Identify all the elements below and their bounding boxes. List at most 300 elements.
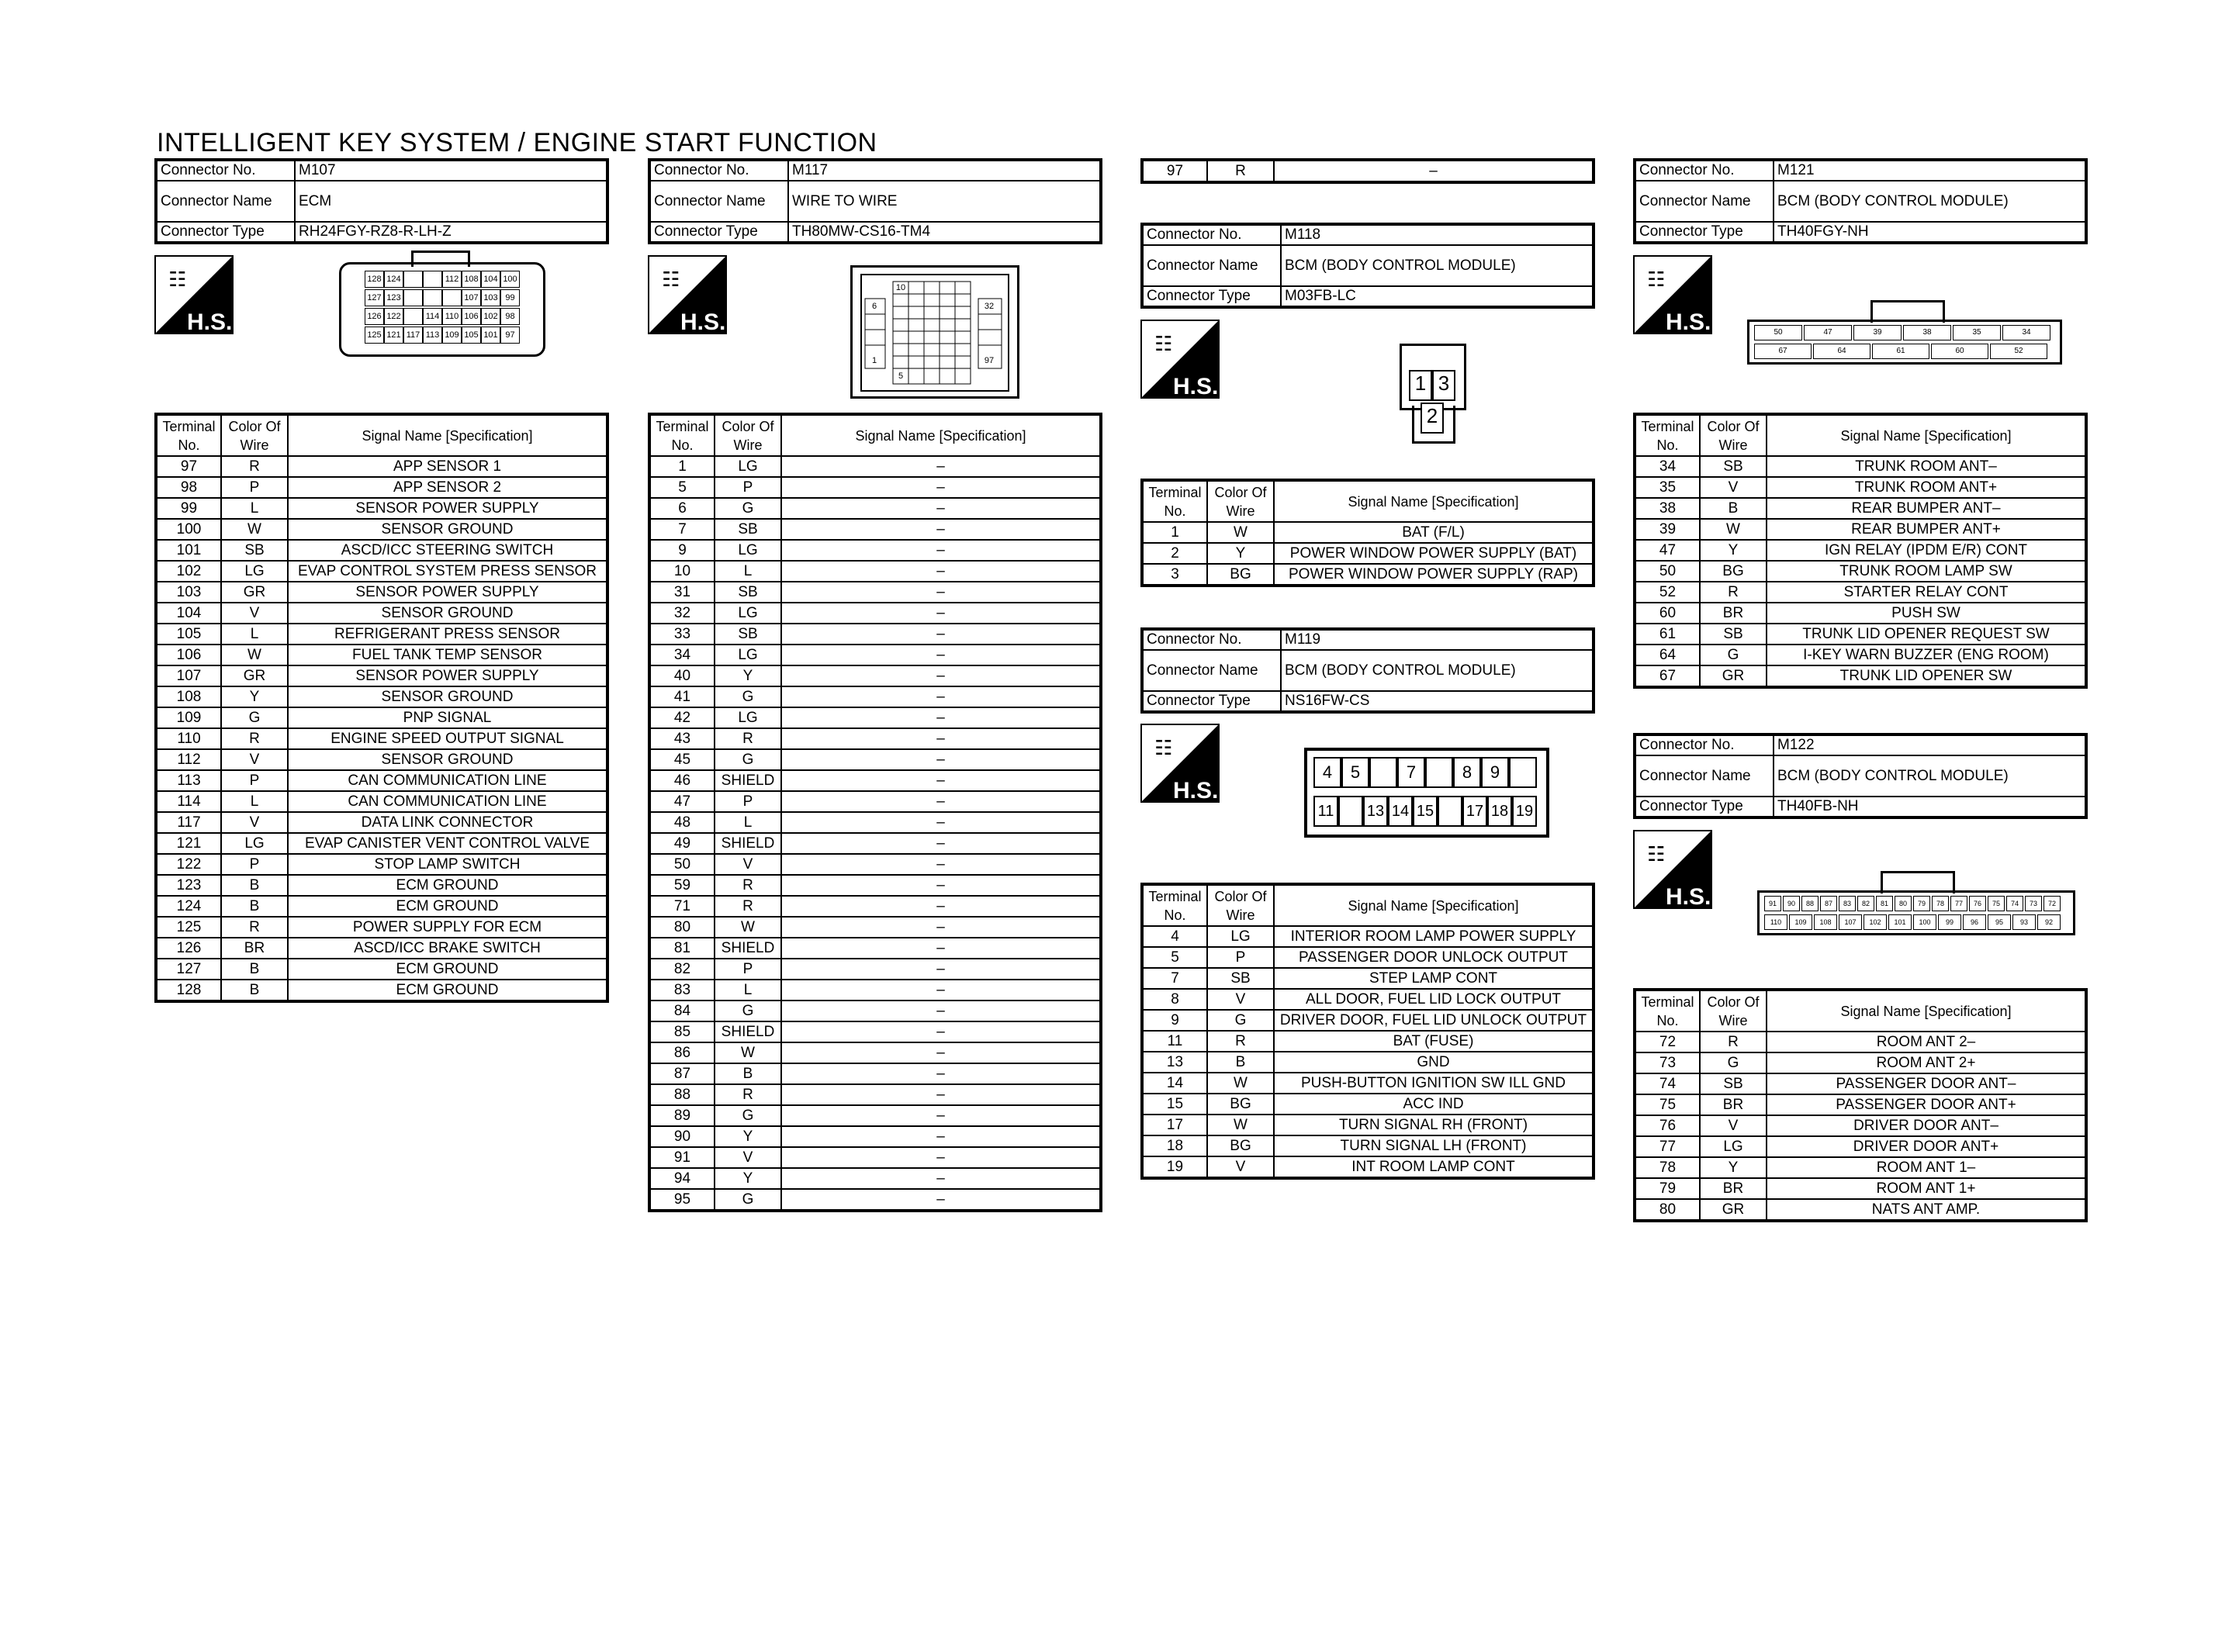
pin-cavity: 17 xyxy=(1462,796,1487,827)
signal-name-cell: – xyxy=(781,1126,1101,1147)
terminal-no-cell: 64 xyxy=(1635,645,1700,665)
signal-name-cell: – xyxy=(781,603,1101,624)
pin-label: 10 xyxy=(895,283,906,292)
pin-cavity xyxy=(1338,796,1363,827)
terminal-no-cell: 114 xyxy=(156,791,221,812)
signal-name-cell: – xyxy=(781,770,1101,791)
terminal-row xyxy=(1142,926,1594,947)
wire-color-cell: V xyxy=(1207,989,1274,1010)
terminal-no-cell: 106 xyxy=(156,645,221,665)
terminal-no-cell: 1 xyxy=(1142,522,1207,543)
wire-color-cell: B xyxy=(221,959,288,980)
wire-color-cell: B xyxy=(715,1063,781,1084)
connector-m122-header xyxy=(1633,733,2088,819)
wire-color-cell: Y xyxy=(1207,543,1274,564)
wire-color-cell: SHIELD xyxy=(715,938,781,959)
wire-color-cell: G xyxy=(715,498,781,519)
connector-type-value: NS16FW-CS xyxy=(1281,691,1594,712)
pin-cavity xyxy=(1369,757,1397,788)
signal-name-cell: PASSENGER DOOR UNLOCK OUTPUT xyxy=(1274,947,1594,968)
terminal-row xyxy=(649,854,1101,875)
wire-color-cell: SB xyxy=(715,624,781,645)
pin-cavity: 80 xyxy=(1895,896,1912,911)
pin-cavity: 117 xyxy=(403,327,423,344)
signal-name-cell: INT ROOM LAMP CONT xyxy=(1274,1156,1594,1178)
wire-color-cell: G xyxy=(715,1001,781,1021)
terminal-row xyxy=(156,582,607,603)
terminal-row xyxy=(1635,582,2086,603)
terminal-no-cell: 128 xyxy=(156,980,221,1001)
terminal-no-cell: 60 xyxy=(1635,603,1700,624)
pin-cavity: 38 xyxy=(1903,325,1951,340)
terminal-no-cell: 50 xyxy=(649,854,715,875)
pin-cavity: 99 xyxy=(1938,914,1961,930)
wire-color-cell: W xyxy=(1700,519,1767,540)
terminal-row xyxy=(1635,1094,2086,1115)
signal-name-cell: ECM GROUND xyxy=(288,875,607,896)
terminal-row xyxy=(156,519,607,540)
svg-text:H.S.: H.S. xyxy=(1666,884,1711,909)
pin-cavity xyxy=(403,289,423,306)
pin-cavity xyxy=(403,308,423,325)
pin-label: 1 xyxy=(867,356,882,365)
connector-m119-face xyxy=(1304,748,1549,838)
pin-cavity: 128 xyxy=(365,271,384,288)
terminal-no-cell: 5 xyxy=(649,477,715,498)
terminal-no-cell: 112 xyxy=(156,749,221,770)
signal-name-cell: – xyxy=(781,665,1101,686)
terminal-no-cell: 98 xyxy=(156,477,221,498)
terminal-row xyxy=(649,1001,1101,1021)
terminal-row xyxy=(156,959,607,980)
terminal-row xyxy=(649,1063,1101,1084)
connector-type-label: Connector Type xyxy=(649,222,788,243)
pin-cavity: 110 xyxy=(442,308,462,325)
terminal-row xyxy=(649,686,1101,707)
wire-color-cell: R xyxy=(1207,160,1274,182)
terminal-no-cell: 9 xyxy=(1142,1010,1207,1031)
hs-harness-side-icon xyxy=(1140,724,1220,803)
wire-color-cell: SB xyxy=(1700,624,1767,645)
pin-cavity: 92 xyxy=(2037,914,2061,930)
terminal-no-cell: 107 xyxy=(156,665,221,686)
terminal-row xyxy=(1142,1135,1594,1156)
signal-name-cell: ECM GROUND xyxy=(288,980,607,1001)
connector-type-value: M03FB-LC xyxy=(1281,286,1594,307)
terminal-no-cell: 80 xyxy=(1635,1199,1700,1221)
terminal-no-cell: 84 xyxy=(649,1001,715,1021)
pin-cavity: 47 xyxy=(1804,325,1852,340)
wire-color-cell: LG xyxy=(715,456,781,477)
color-header: Color Of Wire xyxy=(221,414,288,456)
signal-name-cell: – xyxy=(781,833,1101,854)
terminal-no-header: Terminal No. xyxy=(1142,480,1207,522)
terminal-table-m118 xyxy=(1140,479,1595,587)
terminal-row xyxy=(156,749,607,770)
pin-cavity: 7 xyxy=(1397,757,1425,788)
pin-cavity: 107 xyxy=(1839,914,1862,930)
terminal-table-m117 xyxy=(648,413,1102,1212)
signal-name-cell: – xyxy=(781,1084,1101,1105)
pin-label: 6 xyxy=(867,302,882,311)
wire-color-cell: R xyxy=(1700,582,1767,603)
terminal-no-cell: 100 xyxy=(156,519,221,540)
signal-name-cell: DATA LINK CONNECTOR xyxy=(288,812,607,833)
signal-name-cell: DRIVER DOOR ANT+ xyxy=(1767,1136,2086,1157)
wire-color-cell: P xyxy=(715,477,781,498)
signal-name-cell: BAT (F/L) xyxy=(1274,522,1594,543)
connector-no-value: M122 xyxy=(1774,734,2086,755)
pin-cavity: 34 xyxy=(2002,325,2050,340)
terminal-row xyxy=(1635,561,2086,582)
signal-name-cell: PASSENGER DOOR ANT– xyxy=(1767,1073,2086,1094)
terminal-no-cell: 108 xyxy=(156,686,221,707)
pin-cavity: 72 xyxy=(2043,896,2061,911)
terminal-row xyxy=(649,1021,1101,1042)
wire-color-cell: P xyxy=(221,854,288,875)
terminal-no-cell: 43 xyxy=(649,728,715,749)
wire-color-cell: L xyxy=(221,791,288,812)
signal-name-cell: TRUNK LID OPENER SW xyxy=(1767,665,2086,687)
wire-color-cell: B xyxy=(1700,498,1767,519)
wire-color-cell: L xyxy=(221,498,288,519)
wire-color-cell: R xyxy=(221,456,288,477)
color-header: Color Of Wire xyxy=(1207,480,1274,522)
pin-label: 2 xyxy=(1421,403,1444,434)
terminal-no-cell: 67 xyxy=(1635,665,1700,687)
terminal-row xyxy=(649,1126,1101,1147)
signal-name-cell: STARTER RELAY CONT xyxy=(1767,582,2086,603)
terminal-row xyxy=(649,938,1101,959)
signal-name-cell: FUEL TANK TEMP SENSOR xyxy=(288,645,607,665)
pin-cavity: 93 xyxy=(2012,914,2036,930)
terminal-no-cell: 47 xyxy=(1635,540,1700,561)
connector-type-value: TH40FB-NH xyxy=(1774,797,2086,817)
wire-color-cell: G xyxy=(715,749,781,770)
wire-color-cell: W xyxy=(1207,522,1274,543)
terminal-row xyxy=(649,980,1101,1001)
signal-header: Signal Name [Specification] xyxy=(1274,480,1594,522)
connector-m121-face xyxy=(1747,320,2062,365)
pin-cavity: 100 xyxy=(500,271,520,288)
wire-color-cell: G xyxy=(715,1189,781,1211)
pin-cavity: 83 xyxy=(1839,896,1856,911)
wire-color-cell: R xyxy=(715,1084,781,1105)
pin-cavity: 9 xyxy=(1481,757,1509,788)
terminal-no-cell: 15 xyxy=(1142,1094,1207,1115)
signal-name-cell: – xyxy=(1274,160,1594,182)
hs-harness-side-icon xyxy=(154,255,234,334)
pin-cavity: 127 xyxy=(365,289,384,306)
connector-m122-face xyxy=(1757,890,2075,935)
wire-color-cell: R xyxy=(221,728,288,749)
pin-cavity: 61 xyxy=(1872,344,1929,359)
connector-no-label: Connector No. xyxy=(156,160,295,181)
wire-color-cell: P xyxy=(221,770,288,791)
connector-name-value: BCM (BODY CONTROL MODULE) xyxy=(1774,755,2086,797)
wire-color-cell: R xyxy=(1207,1031,1274,1052)
connector-type-label: Connector Type xyxy=(1142,691,1281,712)
pin-cavity: 73 xyxy=(2025,896,2042,911)
terminal-row xyxy=(156,854,607,875)
terminal-no-cell: 110 xyxy=(156,728,221,749)
terminal-no-cell: 45 xyxy=(649,749,715,770)
terminal-row xyxy=(649,456,1101,477)
terminal-row xyxy=(649,1189,1101,1211)
connector-type-label: Connector Type xyxy=(156,222,295,243)
pin-cavity: 52 xyxy=(1990,344,2047,359)
terminal-row xyxy=(649,1168,1101,1189)
terminal-table-m117-continued xyxy=(1140,158,1595,184)
terminal-no-cell: 73 xyxy=(1635,1052,1700,1073)
signal-name-cell: – xyxy=(781,875,1101,896)
terminal-no-cell: 49 xyxy=(649,833,715,854)
pin-cavity: 103 xyxy=(481,289,500,306)
signal-name-cell: ASCD/ICC BRAKE SWITCH xyxy=(288,938,607,959)
terminal-row xyxy=(156,603,607,624)
wire-color-cell: BG xyxy=(1207,1094,1274,1115)
terminal-row xyxy=(1635,1032,2086,1052)
hs-harness-side-icon xyxy=(1633,830,1712,909)
connector-name-label: Connector Name xyxy=(1635,755,1774,797)
terminal-no-cell: 59 xyxy=(649,875,715,896)
pin-cavity: 109 xyxy=(442,327,462,344)
terminal-no-cell: 126 xyxy=(156,938,221,959)
terminal-no-cell: 123 xyxy=(156,875,221,896)
pin-cavity: 67 xyxy=(1754,344,1812,359)
terminal-row xyxy=(1142,1073,1594,1094)
connector-latch xyxy=(1870,300,1945,323)
svg-text:☷: ☷ xyxy=(1154,333,1173,356)
pin-cavity: 97 xyxy=(500,327,520,344)
signal-header: Signal Name [Specification] xyxy=(288,414,607,456)
terminal-no-header: Terminal No. xyxy=(156,414,221,456)
pin-cavity: 14 xyxy=(1388,796,1413,827)
pin-label: 5 xyxy=(895,372,907,381)
terminal-table-m122 xyxy=(1633,988,2088,1222)
terminal-no-cell: 33 xyxy=(649,624,715,645)
wire-color-cell: Y xyxy=(1700,540,1767,561)
signal-name-cell: – xyxy=(781,917,1101,938)
pin-cavity: 122 xyxy=(384,308,403,325)
terminal-row xyxy=(649,477,1101,498)
wire-color-cell: L xyxy=(715,561,781,582)
wire-color-cell: B xyxy=(221,896,288,917)
wire-color-cell: GR xyxy=(221,582,288,603)
connector-name-label: Connector Name xyxy=(649,181,788,222)
signal-name-cell: PUSH-BUTTON IGNITION SW ILL GND xyxy=(1274,1073,1594,1094)
wire-color-cell: L xyxy=(715,980,781,1001)
pin-label: 32 xyxy=(980,302,998,311)
pin-cavity: 8 xyxy=(1453,757,1481,788)
terminal-row xyxy=(1635,1115,2086,1136)
pin-label: 3 xyxy=(1432,370,1455,401)
wire-color-cell: R xyxy=(1700,1032,1767,1052)
signal-name-cell: ROOM ANT 2– xyxy=(1767,1032,2086,1052)
terminal-no-cell: 127 xyxy=(156,959,221,980)
wire-color-cell: Y xyxy=(715,665,781,686)
terminal-no-cell: 6 xyxy=(649,498,715,519)
terminal-no-cell: 17 xyxy=(1142,1115,1207,1135)
signal-name-cell: ACC IND xyxy=(1274,1094,1594,1115)
wire-color-cell: V xyxy=(221,812,288,833)
wire-color-cell: SB xyxy=(221,540,288,561)
wire-color-cell: P xyxy=(1207,947,1274,968)
terminal-no-cell: 102 xyxy=(156,561,221,582)
wire-color-cell: P xyxy=(221,477,288,498)
pin-cavity: 18 xyxy=(1487,796,1512,827)
terminal-row xyxy=(156,624,607,645)
terminal-no-cell: 42 xyxy=(649,707,715,728)
terminal-row xyxy=(156,645,607,665)
connector-type-value: TH80MW-CS16-TM4 xyxy=(788,222,1101,243)
signal-name-cell: CAN COMMUNICATION LINE xyxy=(288,770,607,791)
pin-cavity xyxy=(442,289,462,306)
wire-color-cell: BR xyxy=(1700,1094,1767,1115)
terminal-no-cell: 97 xyxy=(1142,160,1207,182)
svg-text:☷: ☷ xyxy=(1647,843,1666,866)
connector-name-label: Connector Name xyxy=(1142,245,1281,286)
wire-color-cell: L xyxy=(715,812,781,833)
wire-color-cell: Y xyxy=(715,1126,781,1147)
terminal-no-header: Terminal No. xyxy=(649,414,715,456)
wire-color-cell: V xyxy=(715,854,781,875)
wire-color-cell: BG xyxy=(1700,561,1767,582)
pin-cavity: 123 xyxy=(384,289,403,306)
terminal-row xyxy=(649,540,1101,561)
terminal-no-cell: 101 xyxy=(156,540,221,561)
signal-name-cell: PUSH SW xyxy=(1767,603,2086,624)
pin-cavity: 113 xyxy=(423,327,442,344)
connector-m117-face xyxy=(850,265,1019,399)
terminal-no-cell: 94 xyxy=(649,1168,715,1189)
wire-color-cell: BG xyxy=(1207,1135,1274,1156)
signal-name-cell: – xyxy=(781,896,1101,917)
wire-color-cell: G xyxy=(221,707,288,728)
wire-color-cell: LG xyxy=(715,603,781,624)
pin-grid xyxy=(365,275,529,375)
pin-cavity: 99 xyxy=(500,289,520,306)
pin-cavity: 75 xyxy=(1988,896,2005,911)
signal-name-cell: NATS ANT AMP. xyxy=(1767,1199,2086,1221)
signal-name-cell: – xyxy=(781,519,1101,540)
connector-m119-header xyxy=(1140,627,1595,714)
terminal-row xyxy=(649,770,1101,791)
terminal-no-cell: 91 xyxy=(649,1147,715,1168)
signal-name-cell: – xyxy=(781,1189,1101,1211)
terminal-no-cell: 80 xyxy=(649,917,715,938)
wire-color-cell: LG xyxy=(715,645,781,665)
terminal-no-cell: 46 xyxy=(649,770,715,791)
terminal-no-cell: 3 xyxy=(1142,564,1207,586)
connector-no-value: M119 xyxy=(1281,629,1594,650)
signal-name-cell: – xyxy=(781,1042,1101,1063)
terminal-no-cell: 47 xyxy=(649,791,715,812)
signal-name-cell: – xyxy=(781,498,1101,519)
connector-no-label: Connector No. xyxy=(1142,224,1281,245)
terminal-row xyxy=(649,582,1101,603)
pin-cavity: 50 xyxy=(1754,325,1802,340)
signal-name-cell: – xyxy=(781,1105,1101,1126)
signal-name-cell: ROOM ANT 2+ xyxy=(1767,1052,2086,1073)
pin-cavity: 121 xyxy=(384,327,403,344)
terminal-row xyxy=(649,896,1101,917)
wire-color-cell: R xyxy=(221,917,288,938)
hs-harness-side-icon xyxy=(648,255,727,334)
connector-type-label: Connector Type xyxy=(1635,222,1774,243)
terminal-table-m119 xyxy=(1140,883,1595,1180)
pin-cavity xyxy=(1438,796,1462,827)
terminal-row xyxy=(649,917,1101,938)
pin-cavity: 87 xyxy=(1820,896,1837,911)
terminal-no-cell: 105 xyxy=(156,624,221,645)
pin-cavity: 77 xyxy=(1950,896,1967,911)
terminal-no-cell: 19 xyxy=(1142,1156,1207,1178)
terminal-row xyxy=(649,728,1101,749)
terminal-no-cell: 113 xyxy=(156,770,221,791)
terminal-row xyxy=(156,498,607,519)
terminal-row xyxy=(1635,498,2086,519)
terminal-no-cell: 14 xyxy=(1142,1073,1207,1094)
terminal-no-cell: 87 xyxy=(649,1063,715,1084)
signal-name-cell: APP SENSOR 1 xyxy=(288,456,607,477)
pin-cavity: 125 xyxy=(365,327,384,344)
signal-name-cell: DRIVER DOOR ANT– xyxy=(1767,1115,2086,1136)
pin-cavity: 126 xyxy=(365,308,384,325)
wire-color-cell: W xyxy=(1207,1115,1274,1135)
terminal-row xyxy=(1635,519,2086,540)
terminal-row xyxy=(1635,477,2086,498)
terminal-row xyxy=(156,875,607,896)
terminal-no-cell: 97 xyxy=(156,456,221,477)
terminal-row xyxy=(1142,160,1594,182)
connector-type-value: TH40FGY-NH xyxy=(1774,222,2086,243)
pin-cavity: 105 xyxy=(462,327,481,344)
terminal-row xyxy=(1142,1115,1594,1135)
terminal-row xyxy=(649,519,1101,540)
wire-color-cell: V xyxy=(1700,477,1767,498)
terminal-row xyxy=(649,959,1101,980)
signal-name-cell: – xyxy=(781,1063,1101,1084)
pin-block xyxy=(860,274,1009,392)
connector-no-label: Connector No. xyxy=(1142,629,1281,650)
terminal-row xyxy=(1635,1052,2086,1073)
pin-cavity xyxy=(423,271,442,288)
signal-name-cell: DRIVER DOOR, FUEL LID UNLOCK OUTPUT xyxy=(1274,1010,1594,1031)
signal-name-cell: STEP LAMP CONT xyxy=(1274,968,1594,989)
pin-cavity: 5 xyxy=(1341,757,1369,788)
terminal-row xyxy=(649,791,1101,812)
terminal-no-cell: 13 xyxy=(1142,1052,1207,1073)
signal-name-cell: SENSOR POWER SUPPLY xyxy=(288,665,607,686)
terminal-row xyxy=(1142,1010,1594,1031)
wire-color-cell: G xyxy=(715,1105,781,1126)
terminal-row xyxy=(156,938,607,959)
terminal-row xyxy=(1142,947,1594,968)
signal-name-cell: – xyxy=(781,938,1101,959)
terminal-row xyxy=(649,624,1101,645)
pin-cavity: 100 xyxy=(1913,914,1936,930)
terminal-no-cell: 72 xyxy=(1635,1032,1700,1052)
signal-name-cell: – xyxy=(781,561,1101,582)
terminal-row xyxy=(156,791,607,812)
pin-cavity: 91 xyxy=(1764,896,1781,911)
signal-name-cell: TURN SIGNAL RH (FRONT) xyxy=(1274,1115,1594,1135)
wire-color-cell: SHIELD xyxy=(715,770,781,791)
signal-name-cell: SENSOR GROUND xyxy=(288,519,607,540)
terminal-no-cell: 104 xyxy=(156,603,221,624)
terminal-no-cell: 31 xyxy=(649,582,715,603)
